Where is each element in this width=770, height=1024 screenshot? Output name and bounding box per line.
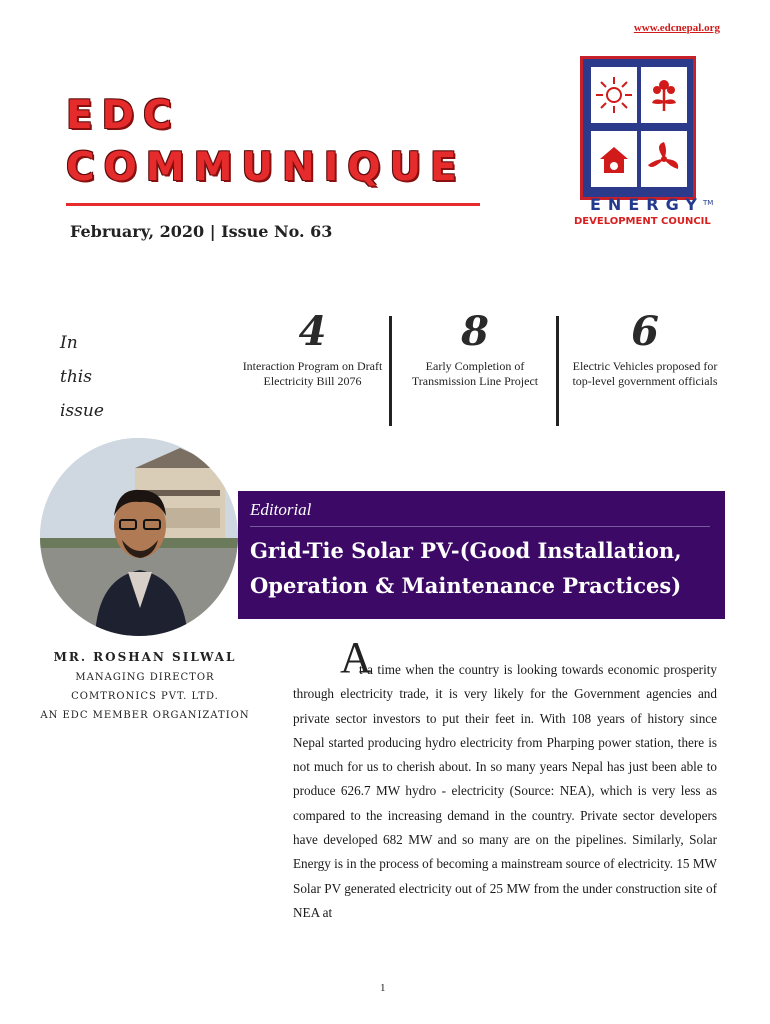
- author-photo: [40, 438, 238, 636]
- toc-page-number: 4: [298, 308, 327, 355]
- issue-line: February, 2020 | Issue No. 63: [70, 222, 333, 241]
- flower-icon: [641, 67, 687, 123]
- article-paragraph: t a time when the country is looking towards economic prosperity through electricity trade, it is very likely for the Government agencies and private sector investors to put their feet in. With 108 years of history since Nepal started producing hydro electricity from Pharping power station, there is not much for us to cherish about. In so many years Nepal has just been able to produce 626.7 MW hydro - electricity (Source: NEA), which is very less as compared to the increasing demand in the country. Private sector developers have developed 682 MW and so many are on the pipelines. Similarly, Solar Energy is in the process of becoming a mainstream source of electricity. 15 MW Solar PV generated electricity out of 25 MW from the under construction site of NEA at: [293, 662, 717, 920]
- in-this-issue-word: this: [60, 367, 92, 387]
- toc-divider: [389, 316, 392, 426]
- editorial-rule: [250, 526, 710, 527]
- author-block: [40, 650, 250, 721]
- website-link[interactable]: www.edcnepal.org: [633, 22, 720, 34]
- author-name: MR. ROSHAN SILWAL: [53, 650, 237, 664]
- in-this-issue-label: [60, 326, 104, 428]
- author-role: MANAGING DIRECTOR: [75, 672, 215, 683]
- editorial-title: [250, 533, 720, 603]
- logo-trademark: TM: [703, 199, 714, 207]
- toc-divider: [556, 316, 559, 426]
- turbine-icon: [641, 131, 687, 187]
- author-org: AN EDC MEMBER ORGANIZATION: [40, 710, 250, 721]
- toc-page-number: 6: [631, 308, 659, 355]
- article-body: [293, 658, 717, 925]
- toc-item-2[interactable]: [396, 308, 554, 389]
- editorial-label: Editorial: [250, 500, 312, 519]
- toc-item-text: Interaction Program on Draft Electricity Bill 2076: [242, 359, 383, 388]
- toc-item-text: Early Completion of Transmission Line Project: [411, 359, 539, 388]
- logo-title: ENERGY: [590, 195, 704, 214]
- masthead-line-communique: COMMUNIQUE: [66, 145, 466, 190]
- house-fire-icon: [591, 131, 637, 187]
- in-this-issue-word: In: [60, 333, 78, 353]
- page-number: 1: [380, 982, 386, 994]
- in-this-issue-word: issue: [60, 401, 104, 421]
- masthead: [66, 90, 466, 194]
- toc-item-text: Electric Vehicles proposed for top-level government officials: [572, 359, 718, 388]
- toc-page-number: 8: [461, 308, 489, 355]
- sun-icon: [591, 67, 637, 123]
- editorial-title-line: Grid-Tie Solar PV-(Good Installation,: [250, 538, 682, 563]
- masthead-rule: [66, 203, 480, 206]
- toc-item-3[interactable]: [566, 308, 724, 389]
- logo-subtitle: DEVELOPMENT COUNCIL: [574, 216, 711, 227]
- masthead-line-edc: EDC: [66, 93, 181, 138]
- author-company: COMTRONICS PVT. LTD.: [71, 691, 219, 702]
- toc-item-1[interactable]: [240, 308, 385, 389]
- editorial-title-line: Operation & Maintenance Practices): [250, 573, 682, 598]
- article-dropcap: A: [340, 633, 372, 682]
- edc-logo: [580, 56, 696, 200]
